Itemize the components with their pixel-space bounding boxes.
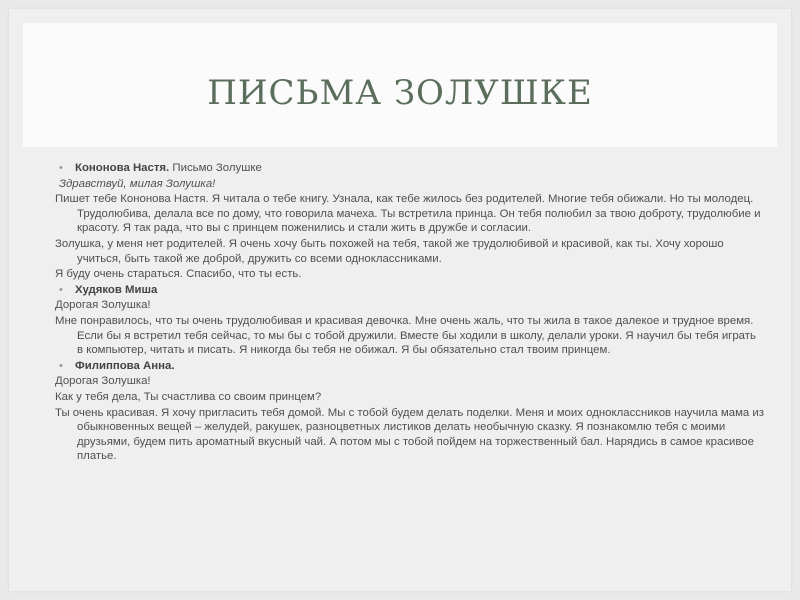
letter-1-greeting: Здравствуй, милая Золушка! (59, 177, 216, 190)
slide-body (55, 161, 765, 465)
letter-1-paragraph: Я буду очень стараться. Спасибо, что ты есть. (55, 268, 302, 281)
letter-2-greeting: Дорогая Золушка! (55, 299, 151, 312)
letter-3-author: Филиппова Анна. (75, 359, 175, 372)
letter-1-paragraph: Пишет тебе Кононова Настя. Я читала о тебе книгу. Узнала, как тебе жилось без родителей. Многие тебя обижали. Но ты молодец. Трудолюбива, делала все по дому, что говорила мачеха. Ты встретила принца. Он тебя полюбил за твою доброту, трудолюбие и красоту. Я так рада, что вы с принцем поженились и стали жить в дружбе и согласии. (55, 193, 761, 235)
letter-3-paragraph: Ты очень красивая. Я хочу пригласить тебя домой. Мы с тобой будем делать поделки. Меня и моих одноклассников научила мама из обыкновенных вещей – желудей, ракушек, разноцветных листиков делать необычную сказку. Я познакомлю тебя с моими друзьями, будем пить ароматный вкусный чай. А потом мы с тобой пойдем на торжественный бал. Нарядись в самое красивое платье. (55, 406, 764, 463)
letter-2-author: Худяков Миша (75, 283, 158, 296)
slide-title: ПИСЬМА ЗОЛУШКЕ (207, 73, 593, 113)
letter-1-author-suffix: Письмо Золушке (169, 162, 262, 174)
slide (9, 9, 791, 591)
letter-2-header (55, 283, 765, 298)
letter-1-paragraph: Золушка, у меня нет родителей. Я очень хочу быть похожей на тебя, такой же трудолюбивой и красивой, как ты. Хочу хорошо учиться, быть такой же доброй, дружить со всеми одноклассниками. (55, 237, 724, 265)
letter-2-paragraph: Мне понравилось, что ты очень трудолюбивая и красивая девочка. Мне очень жаль, что ты жила в такое далекое и трудное время. Если бы я встретил тебя сейчас, то мы бы с тобой дружили. Вместе бы ходили в школу, делали уроки. Я научил бы тебя играть в компьютер, читать и писать. Я никогда бы тебя не обижал. Я бы обязательно стал твоим принцем. (55, 314, 756, 357)
letter-3-greeting: Дорогая Золушка! (55, 375, 151, 388)
letter-3-paragraph: Как у тебя дела, Ты счастлива со своим принцем? (55, 390, 322, 403)
title-box (23, 23, 777, 147)
letter-3-header (55, 359, 765, 374)
letter-1-author: Кононова Настя. (75, 162, 170, 174)
letter-1-header (55, 161, 765, 176)
